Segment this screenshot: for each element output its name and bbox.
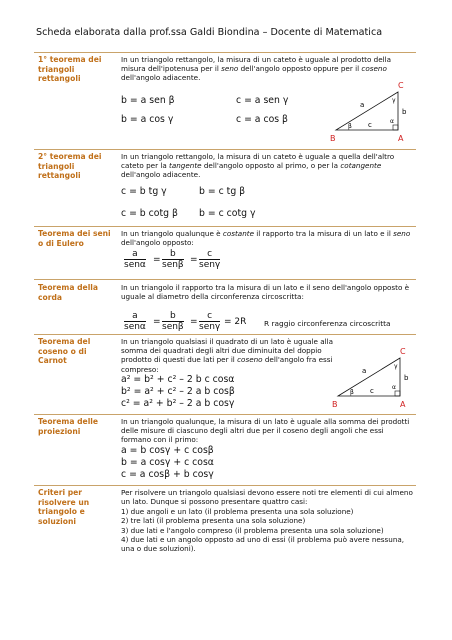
label-law-of-cosines: Teorema del coseno o di Carnot — [38, 337, 91, 366]
angle-alpha-label: α — [390, 118, 394, 125]
equals-sign: = — [153, 255, 161, 265]
text-chord-theorem: In un triangolo il rapporto tra la misura di un lato e il seno dell'angolo opposto è uguale al diametro della circonferenza circoscritta: — [121, 283, 410, 302]
right-triangle-diagram — [330, 344, 422, 412]
label-projection-theorem: Teorema delle proiezioni — [38, 417, 99, 436]
section-divider — [34, 226, 416, 227]
page-header: Scheda elaborata dalla prof.ssa Galdi Biondina – Docente di Matematica — [36, 27, 383, 38]
section-divider — [34, 279, 416, 280]
angle-gamma-label: γ — [392, 97, 396, 104]
side-b-label: b — [402, 108, 407, 116]
label-2nd-right-triangle-theorem: 2° teorema dei triangoli rettangoli — [38, 152, 102, 181]
angle-gamma-label: γ — [394, 363, 398, 370]
criteria-intro: Per risolvere un triangolo qualsiasi devono essere noti tre elementi di cui almeno un lato. Dunque si possono presentare quattro casi: — [121, 488, 413, 507]
angle-alpha-label: α — [392, 384, 396, 391]
criteria-item: 1) due angoli e un lato (il problema presenta una sola soluzione) — [121, 506, 354, 516]
section-divider — [34, 485, 416, 486]
label-chord-theorem: Teorema della corda — [38, 283, 99, 302]
formula-c-tg-gamma: c = b tg γ — [121, 186, 167, 197]
formula-b-sen-beta: b = a sen β — [121, 95, 175, 106]
label-1st-right-triangle-theorem: 1° teorema dei triangoli rettangoli — [38, 55, 102, 84]
text-1st-theorem: In un triangolo rettangolo, la misura di un cateto è uguale al prodotto della misura dell'ipotenusa per il seno dell'angolo opposto oppure per il coseno dell'angolo adiacente. — [121, 55, 392, 83]
formula-c-cos-beta: c = a cos β — [236, 114, 288, 125]
criteria-list — [121, 488, 413, 554]
text-2nd-theorem: In un triangolo rettangolo, la misura di un cateto è uguale a quella dell'altro cateto per la tangente dell'angolo opposto al primo, o per la cotangente dell'angolo adiacente. — [121, 152, 395, 180]
section-divider — [34, 52, 416, 53]
formula-b-cos-gamma: b = a cos γ — [121, 114, 174, 125]
section-divider — [34, 334, 416, 335]
vertex-c-label: C — [398, 81, 404, 90]
label-solving-criteria: Criteri per risolvere un triangolo e soluzioni — [38, 488, 90, 526]
vertex-a-label: A — [398, 134, 404, 143]
equals-sign: = — [190, 317, 198, 327]
text-projection-theorem: In un triangolo qualunque, la misura di un lato è uguale alla somma dei prodotti delle misure di ciascuno degli altri due per il coseno degli angoli che essi formano con il primo: — [121, 417, 410, 445]
side-c-label: c — [370, 387, 374, 395]
fraction-c-over-sen-gamma: c senγ — [199, 249, 221, 270]
angle-beta-label: β — [348, 123, 352, 130]
side-c-label: c — [368, 121, 372, 129]
vertex-c-label: C — [400, 347, 406, 356]
label-law-of-sines: Teorema dei seni o di Eulero — [38, 229, 111, 248]
angle-beta-label: β — [350, 389, 354, 396]
formula-carnot-b: b² = a² + c² – 2 a b cosβ — [121, 386, 235, 397]
formula-projection-c: c = a cosβ + b cosγ — [121, 469, 214, 480]
fraction-c-over-sen-gamma: c senγ — [199, 311, 221, 332]
vertex-b-label: B — [332, 400, 338, 409]
text-law-of-sines: In un triangolo qualunque è costante il rapporto tra la misura di un lato e il seno dell'angolo opposto: — [121, 229, 411, 248]
formula-c-sen-gamma: c = a sen γ — [236, 95, 289, 106]
vertex-b-label: B — [330, 134, 336, 143]
equals-2r: = 2R — [224, 317, 247, 327]
criteria-item: 3) due lati e l'angolo compreso (il problema presenta una sola soluzione) — [121, 525, 384, 535]
side-a-label: a — [360, 101, 365, 109]
formula-carnot-a: a² = b² + c² – 2 b c cosα — [121, 374, 235, 385]
side-a-label: a — [362, 367, 367, 375]
equals-sign: = — [153, 317, 161, 327]
formula-projection-a: a = b cosγ + c cosβ — [121, 445, 214, 456]
text-law-of-cosines: In un triangolo qualsiasi il quadrato di un lato è uguale alla somma dei quadrati degli altri due diminuita del doppio prodotto di questi due lati per il coseno dell'angolo fra essi compreso: — [121, 337, 334, 374]
side-b-label: b — [404, 374, 409, 382]
formula-carnot-c: c² = a² + b² – 2 a b cosγ — [121, 398, 235, 409]
formula-projection-b: b = a cosγ + c cosα — [121, 457, 214, 468]
equals-sign: = — [190, 255, 198, 265]
fraction-b-over-sen-beta: b senβ — [162, 311, 184, 332]
fraction-a-over-sen-alpha: a senα — [124, 249, 146, 270]
formula-b-cotg-gamma: b = c cotg γ — [199, 208, 256, 219]
formula-b-tg-beta: b = c tg β — [199, 186, 246, 197]
vertex-a-label: A — [400, 400, 406, 409]
criteria-item: 2) tre lati (il problema presenta una sola soluzione) — [121, 516, 306, 526]
criteria-item: 4) due lati e un angolo opposto ad uno di essi (il problema può avere nessuna, una o due soluzioni). — [121, 535, 405, 554]
section-divider — [34, 149, 416, 150]
formula-c-cotg-beta: c = b cotg β — [121, 208, 178, 219]
note-circumradius: R raggio circonferenza circoscritta — [264, 319, 391, 328]
fraction-b-over-sen-beta: b senβ — [162, 249, 184, 270]
right-triangle-diagram — [328, 78, 420, 144]
section-divider — [34, 414, 416, 415]
fraction-a-over-sen-alpha: a senα — [124, 311, 146, 332]
